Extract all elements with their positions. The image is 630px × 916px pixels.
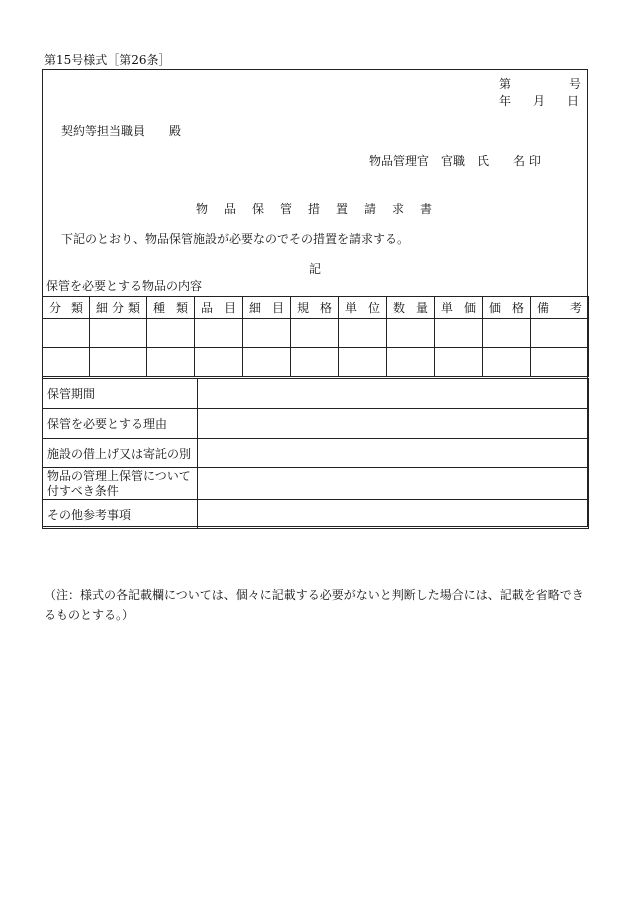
table-cell[interactable] [483, 348, 531, 377]
detail-label: 物品の管理上保管について付すべき条件 [43, 468, 198, 500]
table-cell[interactable] [483, 319, 531, 348]
table-cell[interactable] [387, 319, 435, 348]
table-cell[interactable] [43, 348, 90, 377]
header-cell: 細目 [243, 297, 291, 319]
addressee: 契約等担当職員 殿 [61, 124, 182, 138]
sender: 物品管理官 官職 氏 名 印 [369, 154, 541, 168]
table-cell[interactable] [243, 348, 291, 377]
table-cell[interactable] [339, 319, 387, 348]
ki-heading: 記 [308, 262, 321, 276]
detail-label: 保管期間 [43, 379, 198, 409]
header-cell: 規格 [291, 297, 339, 319]
document-number [499, 75, 581, 92]
detail-value[interactable] [198, 379, 589, 409]
detail-value[interactable] [198, 409, 589, 439]
header-cell: 単価 [435, 297, 483, 319]
items-content-label: 保管を必要とする物品の内容 [46, 279, 203, 293]
table-cell[interactable] [43, 319, 90, 348]
table-cell[interactable] [195, 348, 243, 377]
document-date [499, 92, 579, 109]
table-cell[interactable] [531, 319, 589, 348]
document-title: 物 品 保 管 措 置 請 求 書 [195, 202, 434, 216]
table-cell[interactable] [147, 319, 195, 348]
table-cell[interactable] [243, 319, 291, 348]
date-month: 月 [533, 94, 546, 108]
table-row [43, 319, 589, 348]
detail-label: 施設の借上げ又は寄託の別 [43, 439, 198, 468]
table-cell[interactable] [90, 319, 147, 348]
items-header-row [43, 297, 589, 319]
header-cell: 種類 [147, 297, 195, 319]
header-cell: 価格 [483, 297, 531, 319]
table-cell[interactable] [291, 319, 339, 348]
detail-value[interactable] [198, 500, 589, 529]
footnote: （注：様式の各記載欄については、個々に記載する必要がないと判断した場合には、記載を省略できるものとする。） [44, 588, 584, 622]
document-number-suffix: 号 [569, 77, 582, 91]
header-cell: 単位 [339, 297, 387, 319]
form-frame [42, 69, 588, 527]
form-number-label: 第15号様式［第26条］ [44, 53, 171, 67]
items-table [42, 296, 589, 377]
table-cell[interactable] [435, 319, 483, 348]
table-cell[interactable] [195, 319, 243, 348]
header-cell: 細分類 [90, 297, 147, 319]
detail-value[interactable] [198, 439, 589, 468]
detail-row-other-notes [43, 500, 589, 529]
request-text: 下記のとおり、物品保管施設が必要なのでその措置を請求する。 [61, 232, 410, 246]
detail-row-storage-period [43, 379, 589, 409]
date-day: 日 [567, 94, 580, 108]
table-cell[interactable] [435, 348, 483, 377]
table-cell[interactable] [90, 348, 147, 377]
document-number-prefix: 第 [499, 77, 512, 91]
detail-value[interactable] [198, 468, 589, 500]
header-cell: 数量 [387, 297, 435, 319]
table-cell[interactable] [147, 348, 195, 377]
header-cell: 品目 [195, 297, 243, 319]
detail-label: その他参考事項 [43, 500, 198, 529]
detail-row-lease-or-deposit [43, 439, 589, 468]
header-cell: 分類 [43, 297, 90, 319]
header-cell: 備考 [531, 297, 589, 319]
detail-row-conditions [43, 468, 589, 500]
table-cell[interactable] [291, 348, 339, 377]
table-cell[interactable] [531, 348, 589, 377]
table-cell[interactable] [339, 348, 387, 377]
table-cell[interactable] [387, 348, 435, 377]
date-year: 年 [499, 94, 512, 108]
details-table [42, 378, 589, 529]
detail-row-reason [43, 409, 589, 439]
detail-label: 保管を必要とする理由 [43, 409, 198, 439]
table-row [43, 348, 589, 377]
